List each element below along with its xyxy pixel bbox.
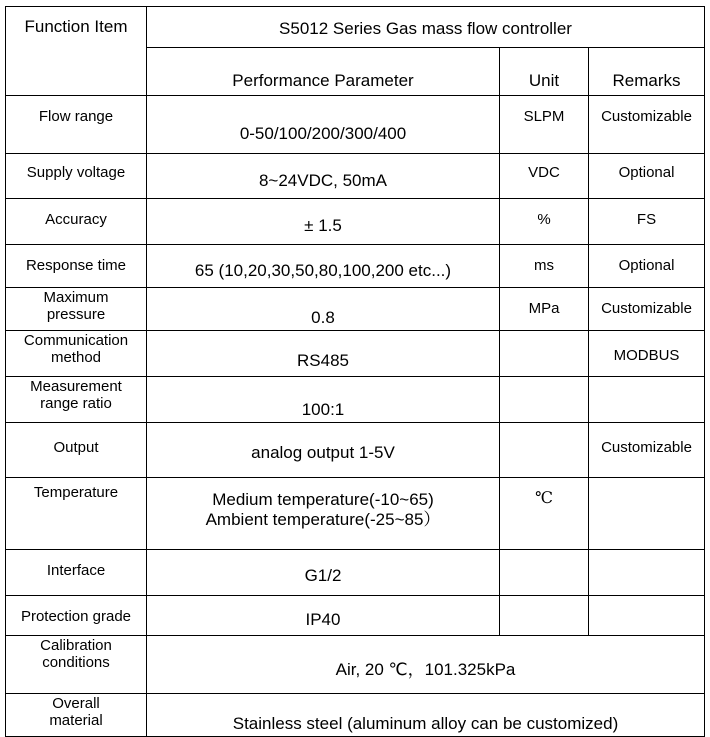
row-remarks — [589, 550, 705, 596]
row-value: 65 (10,20,30,50,80,100,200 etc...) — [147, 245, 500, 288]
row-label-line: Calibration — [40, 637, 112, 654]
row-value-line: Medium temperature(-10~65) — [212, 490, 434, 509]
row-remarks: FS — [589, 199, 705, 245]
row-remarks: Customizable — [589, 96, 705, 154]
row-unit — [500, 377, 589, 423]
table-row — [6, 694, 705, 737]
row-label-line: Measurement — [30, 378, 122, 395]
row-label: Supply voltage — [6, 154, 147, 199]
row-value: Stainless steel (aluminum alloy can be customized) — [147, 694, 705, 737]
table-row — [6, 478, 705, 550]
unit-header: Unit — [500, 48, 589, 96]
row-label: Protection grade — [6, 596, 147, 636]
row-unit — [500, 423, 589, 478]
row-remarks: Optional — [589, 154, 705, 199]
row-label — [6, 331, 147, 377]
row-label-line: pressure — [46, 306, 106, 324]
row-label: Interface — [6, 550, 147, 596]
row-label — [6, 288, 147, 331]
row-value: Air, 20 ℃，101.325kPa — [147, 636, 705, 694]
row-label: Temperature — [6, 478, 147, 550]
row-label-line: Communication — [23, 332, 129, 349]
row-label-line: material — [49, 712, 103, 730]
row-unit — [500, 550, 589, 596]
row-label — [6, 694, 147, 737]
row-value-line: Ambient temperature(-25~85） — [205, 509, 441, 529]
row-label — [6, 636, 147, 694]
row-remarks — [589, 478, 705, 550]
row-label: Accuracy — [6, 199, 147, 245]
row-remarks — [589, 596, 705, 636]
row-value: 0.8 — [147, 288, 500, 331]
table-row — [6, 154, 705, 199]
row-remarks: Customizable — [589, 423, 705, 478]
row-label-line: conditions — [42, 654, 110, 672]
row-label: Response time — [6, 245, 147, 288]
table-row — [6, 331, 705, 377]
row-value: 100:1 — [147, 377, 500, 423]
row-remarks: Customizable — [589, 288, 705, 331]
row-remarks: MODBUS — [589, 331, 705, 377]
spec-table — [5, 6, 705, 737]
row-remarks — [589, 377, 705, 423]
row-label-line: range ratio — [40, 395, 112, 413]
row-value: G1/2 — [147, 550, 500, 596]
table-row — [6, 96, 705, 154]
row-value: analog output 1-5V — [147, 423, 500, 478]
row-remarks: Optional — [589, 245, 705, 288]
row-label-line: Overall — [52, 695, 100, 712]
row-value: ± 1.5 — [147, 199, 500, 245]
row-label: Output — [6, 423, 147, 478]
row-unit — [500, 331, 589, 377]
table-row — [6, 199, 705, 245]
table-row — [6, 636, 705, 694]
header-row — [6, 7, 705, 48]
row-value: RS485 — [147, 331, 500, 377]
table-row — [6, 550, 705, 596]
remarks-header: Remarks — [589, 48, 705, 96]
table-title: S5012 Series Gas mass flow controller — [147, 7, 705, 48]
row-value — [147, 478, 500, 550]
function-item-header: Function Item — [6, 7, 147, 96]
row-unit — [500, 596, 589, 636]
row-unit: % — [500, 199, 589, 245]
row-label-line: Maximum — [43, 289, 109, 306]
performance-parameter-header: Performance Parameter — [147, 48, 500, 96]
row-value: IP40 — [147, 596, 500, 636]
row-label — [6, 377, 147, 423]
table-row — [6, 377, 705, 423]
row-unit: MPa — [500, 288, 589, 331]
table-row — [6, 288, 705, 331]
table-row — [6, 245, 705, 288]
table-row — [6, 596, 705, 636]
row-unit: ms — [500, 245, 589, 288]
row-label: Flow range — [6, 96, 147, 154]
row-unit: SLPM — [500, 96, 589, 154]
row-value: 8~24VDC, 50mA — [147, 154, 500, 199]
row-value: 0-50/100/200/300/400 — [147, 96, 500, 154]
row-unit: VDC — [500, 154, 589, 199]
row-label-line: method — [50, 349, 102, 367]
row-unit: ℃ — [500, 478, 589, 550]
table-row — [6, 423, 705, 478]
